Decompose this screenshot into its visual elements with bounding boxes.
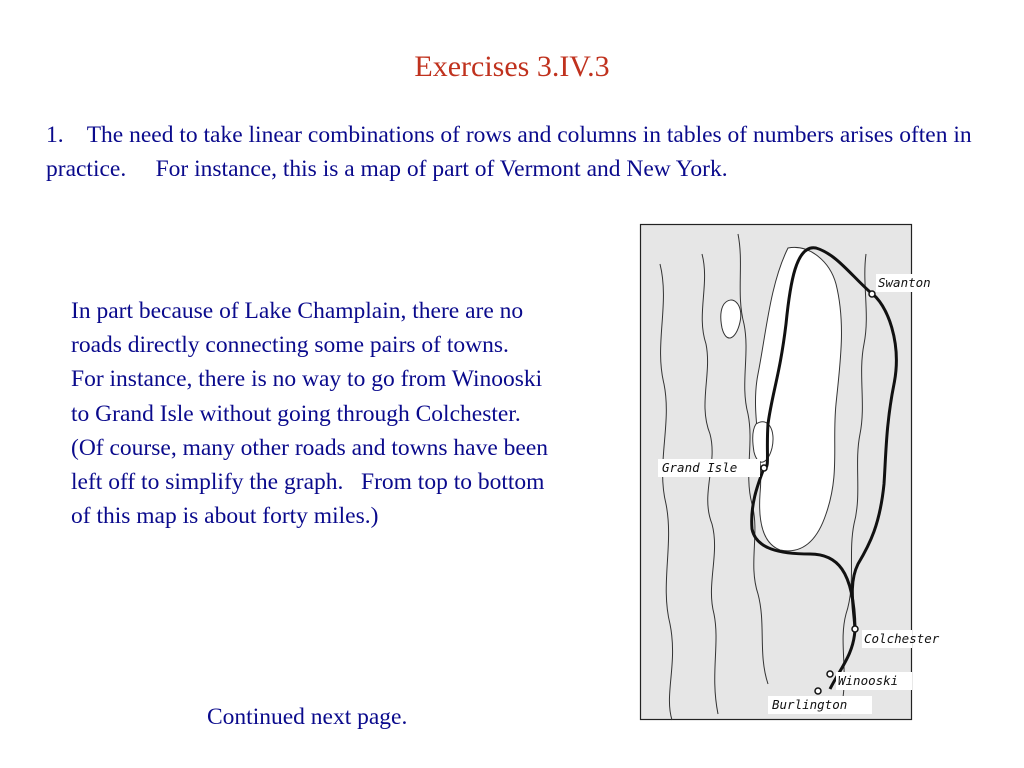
swanton-marker	[869, 291, 875, 297]
intro-paragraph: 1. The need to take linear combinations of rows and columns in tables of numbers arises often in practice. For instance, this is a map of part of Vermont and New York.	[46, 122, 978, 182]
colchester-label: Colchester	[864, 631, 940, 646]
burlington-label: Burlington	[772, 697, 848, 712]
colchester-marker	[852, 626, 858, 632]
body-paragraph: In part because of Lake Champlain, there are no roads directly connecting some pairs of towns. For instance, there is no way to go from Winooski to Grand Isle without going through Colchester. (Of course, many other roads and towns have been left off to simplify the graph. From top to bottom of this map is about forty miles.)	[71, 298, 554, 530]
winooski-label: Winooski	[838, 673, 899, 688]
swanton-label: Swanton	[878, 275, 931, 290]
slide-title: Exercises 3.IV.3	[414, 50, 610, 83]
map-figure	[640, 224, 940, 720]
continued-note: Continued next page.	[207, 704, 408, 730]
grand-isle-marker	[761, 465, 767, 471]
grand-isle-label: Grand Isle	[662, 460, 738, 475]
map-svg	[640, 224, 940, 720]
winooski-marker	[827, 671, 833, 677]
burlington-marker	[815, 688, 821, 694]
